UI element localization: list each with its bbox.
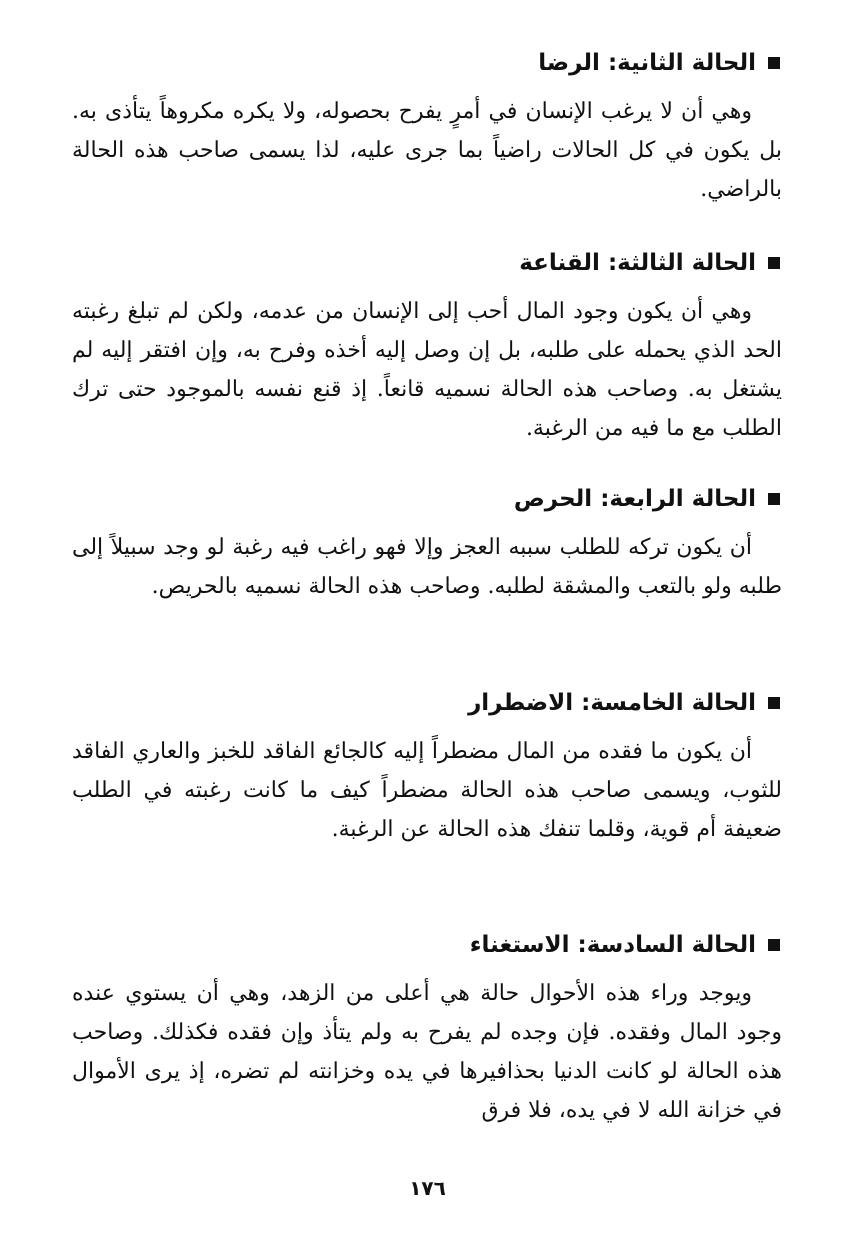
section-heading	[72, 484, 782, 514]
section-paragraph: وهي أن لا يرغب الإنسان في أمرٍ يفرح بحصوله، ولا يكره مكروهاً يتأذى به. بل يكون في كل الحالات راضياً بما جرى عليه، لذا يسمى صاحب هذه الحالة بالراضي.	[72, 99, 782, 202]
section-idtirar	[72, 688, 782, 849]
section-heading	[72, 930, 782, 960]
section-paragraph: ويوجد وراء هذه الأحوال حالة هي أعلى من الزهد، وهي أن يستوي عنده وجود المال وفقده. فإن وجده لم يفرح به ولم يتأذ وإن فقده فكذلك. وصاحب هذه الحالة لو كانت الدنيا بحذافيرها في يده وخزانته لم تضره، إذ يرى الأموال في خزانة الله لا في يده، فلا فرق	[72, 981, 782, 1123]
section-paragraph: أن يكون تركه للطلب سببه العجز وإلا فهو راغب فيه رغبة لو وجد سبيلاً إلى طلبه ولو بالتعب والمشقة لطلبه. وصاحب هذه الحالة نسميه بالحريص.	[72, 535, 782, 599]
heading-text: الحالة السادسة: الاستغناء	[469, 932, 756, 958]
heading-text: الحالة الخامسة: الاضطرار	[468, 690, 756, 716]
section-hirs	[72, 484, 782, 606]
section-istighna	[72, 930, 782, 1130]
section-heading	[72, 48, 782, 78]
heading-text: الحالة الثانية: الرضا	[538, 50, 756, 76]
page-number: ١٧٦	[409, 1176, 446, 1200]
bullet-square-icon	[768, 939, 780, 951]
bullet-square-icon	[768, 493, 780, 505]
bullet-square-icon	[768, 697, 780, 709]
section-paragraph: وهي أن يكون وجود المال أحب إلى الإنسان من عدمه، ولكن لم تبلغ رغبته الحد الذي يحمله على طلبه، بل إن وصل إليه أخذه وفرح به، وإن افتقر إليه لم يشتغل به. وصاحب هذه الحالة نسميه قانعاً. إذ قنع نفسه بالموجود حتى ترك الطلب مع ما فيه من الرغبة.	[72, 299, 782, 441]
section-contentment-rida	[72, 48, 782, 209]
section-heading	[72, 248, 782, 278]
heading-text: الحالة الرابعة: الحرص	[513, 486, 756, 512]
section-paragraph: أن يكون ما فقده من المال مضطراً إليه كالجائع الفاقد للخبز والعاري الفاقد للثوب، ويسمى صاحب هذه الحالة مضطراً كيف ما كانت رغبته في الطلب ضعيفة أم قوية، وقلما تنفك هذه الحالة عن الرغبة.	[72, 739, 782, 842]
heading-text: الحالة الثالثة: القناعة	[519, 250, 756, 276]
bullet-square-icon	[768, 57, 780, 69]
section-qanaah	[72, 248, 782, 448]
section-heading	[72, 688, 782, 718]
bullet-square-icon	[768, 257, 780, 269]
